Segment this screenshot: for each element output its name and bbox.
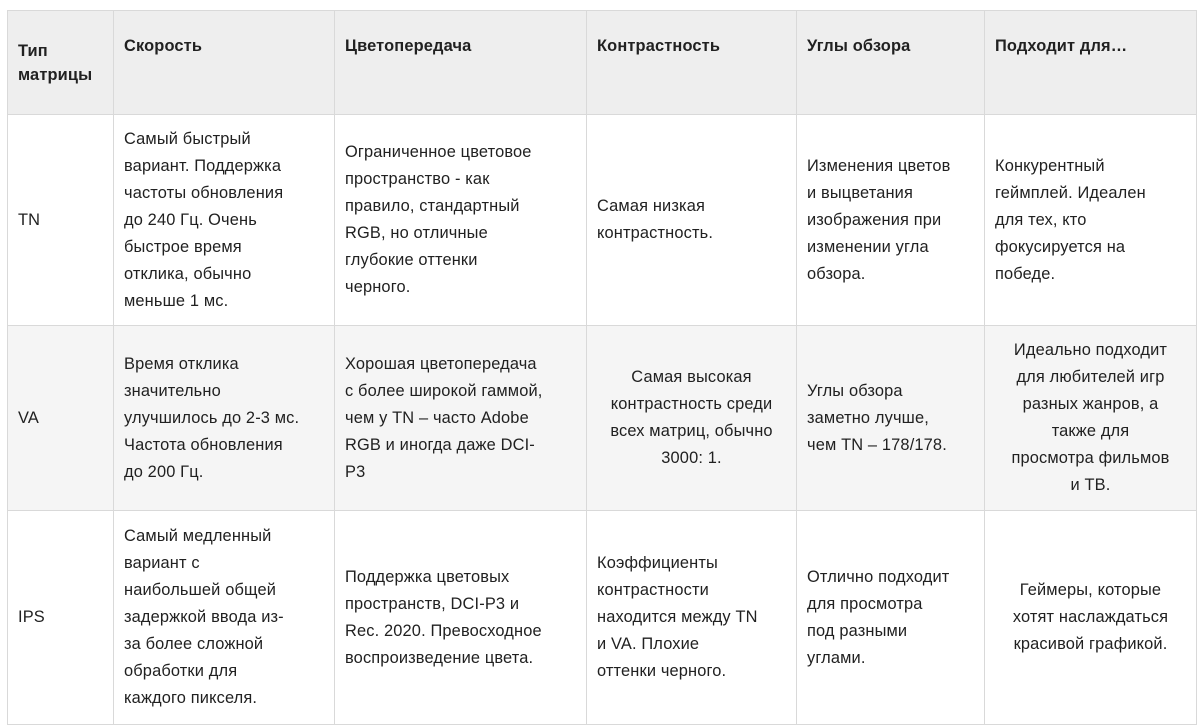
header-contrast: Контрастность [587, 11, 797, 115]
cell-color: Поддержка цветовых пространств, DCI-P3 и Rec. 2020. Превосходное воспроизведение цвета. [335, 511, 587, 725]
matrix-comparison-table [7, 10, 1197, 725]
cell-suitable: Геймеры, которые хотят наслаждаться красивой графикой. [985, 511, 1197, 725]
cell-type: VA [8, 326, 114, 511]
cell-color: Хорошая цветопередача с более широкой гаммой, чем у TN – часто Adobe RGB и иногда даже DCI- P3 [335, 326, 587, 511]
cell-speed: Время отклика значительно улучшилось до 2-3 мс. Частота обновления до 200 Гц. [114, 326, 335, 511]
cell-type: TN [8, 115, 114, 326]
header-type: Тип матрицы [8, 11, 114, 115]
cell-suitable: Идеально подходит для любителей игр разных жанров, а также для просмотра фильмов и ТВ. [985, 326, 1197, 511]
header-speed: Скорость [114, 11, 335, 115]
cell-contrast: Самая высокая контрастность среди всех матриц, обычно 3000: 1. [587, 326, 797, 511]
header-color: Цветопередача [335, 11, 587, 115]
cell-angles: Углы обзора заметно лучше, чем TN – 178/178. [797, 326, 985, 511]
cell-suitable: Конкурентный геймплей. Идеален для тех, кто фокусируется на победе. [985, 115, 1197, 326]
table-row-va [8, 326, 1197, 511]
table-header [8, 11, 1197, 115]
cell-angles: Изменения цветов и выцветания изображения при изменении угла обзора. [797, 115, 985, 326]
cell-speed: Самый быстрый вариант. Поддержка частоты обновления до 240 Гц. Очень быстрое время отклика, обычно меньше 1 мс. [114, 115, 335, 326]
cell-angles: Отлично подходит для просмотра под разными углами. [797, 511, 985, 725]
cell-contrast: Самая низкая контрастность. [587, 115, 797, 326]
table-row-ips [8, 511, 1197, 725]
header-suitable: Подходит для… [985, 11, 1197, 115]
header-angles: Углы обзора [797, 11, 985, 115]
cell-color: Ограниченное цветовое пространство - как правило, стандартный RGB, но отличные глубокие оттенки черного. [335, 115, 587, 326]
cell-contrast: Коэффициенты контрастности находится между TN и VA. Плохие оттенки черного. [587, 511, 797, 725]
cell-speed: Самый медленный вариант с наибольшей общей задержкой ввода из- за более сложной обработки для каждого пикселя. [114, 511, 335, 725]
cell-type: IPS [8, 511, 114, 725]
header-row [8, 11, 1197, 115]
table-body [8, 115, 1197, 725]
table-row-tn [8, 115, 1197, 326]
